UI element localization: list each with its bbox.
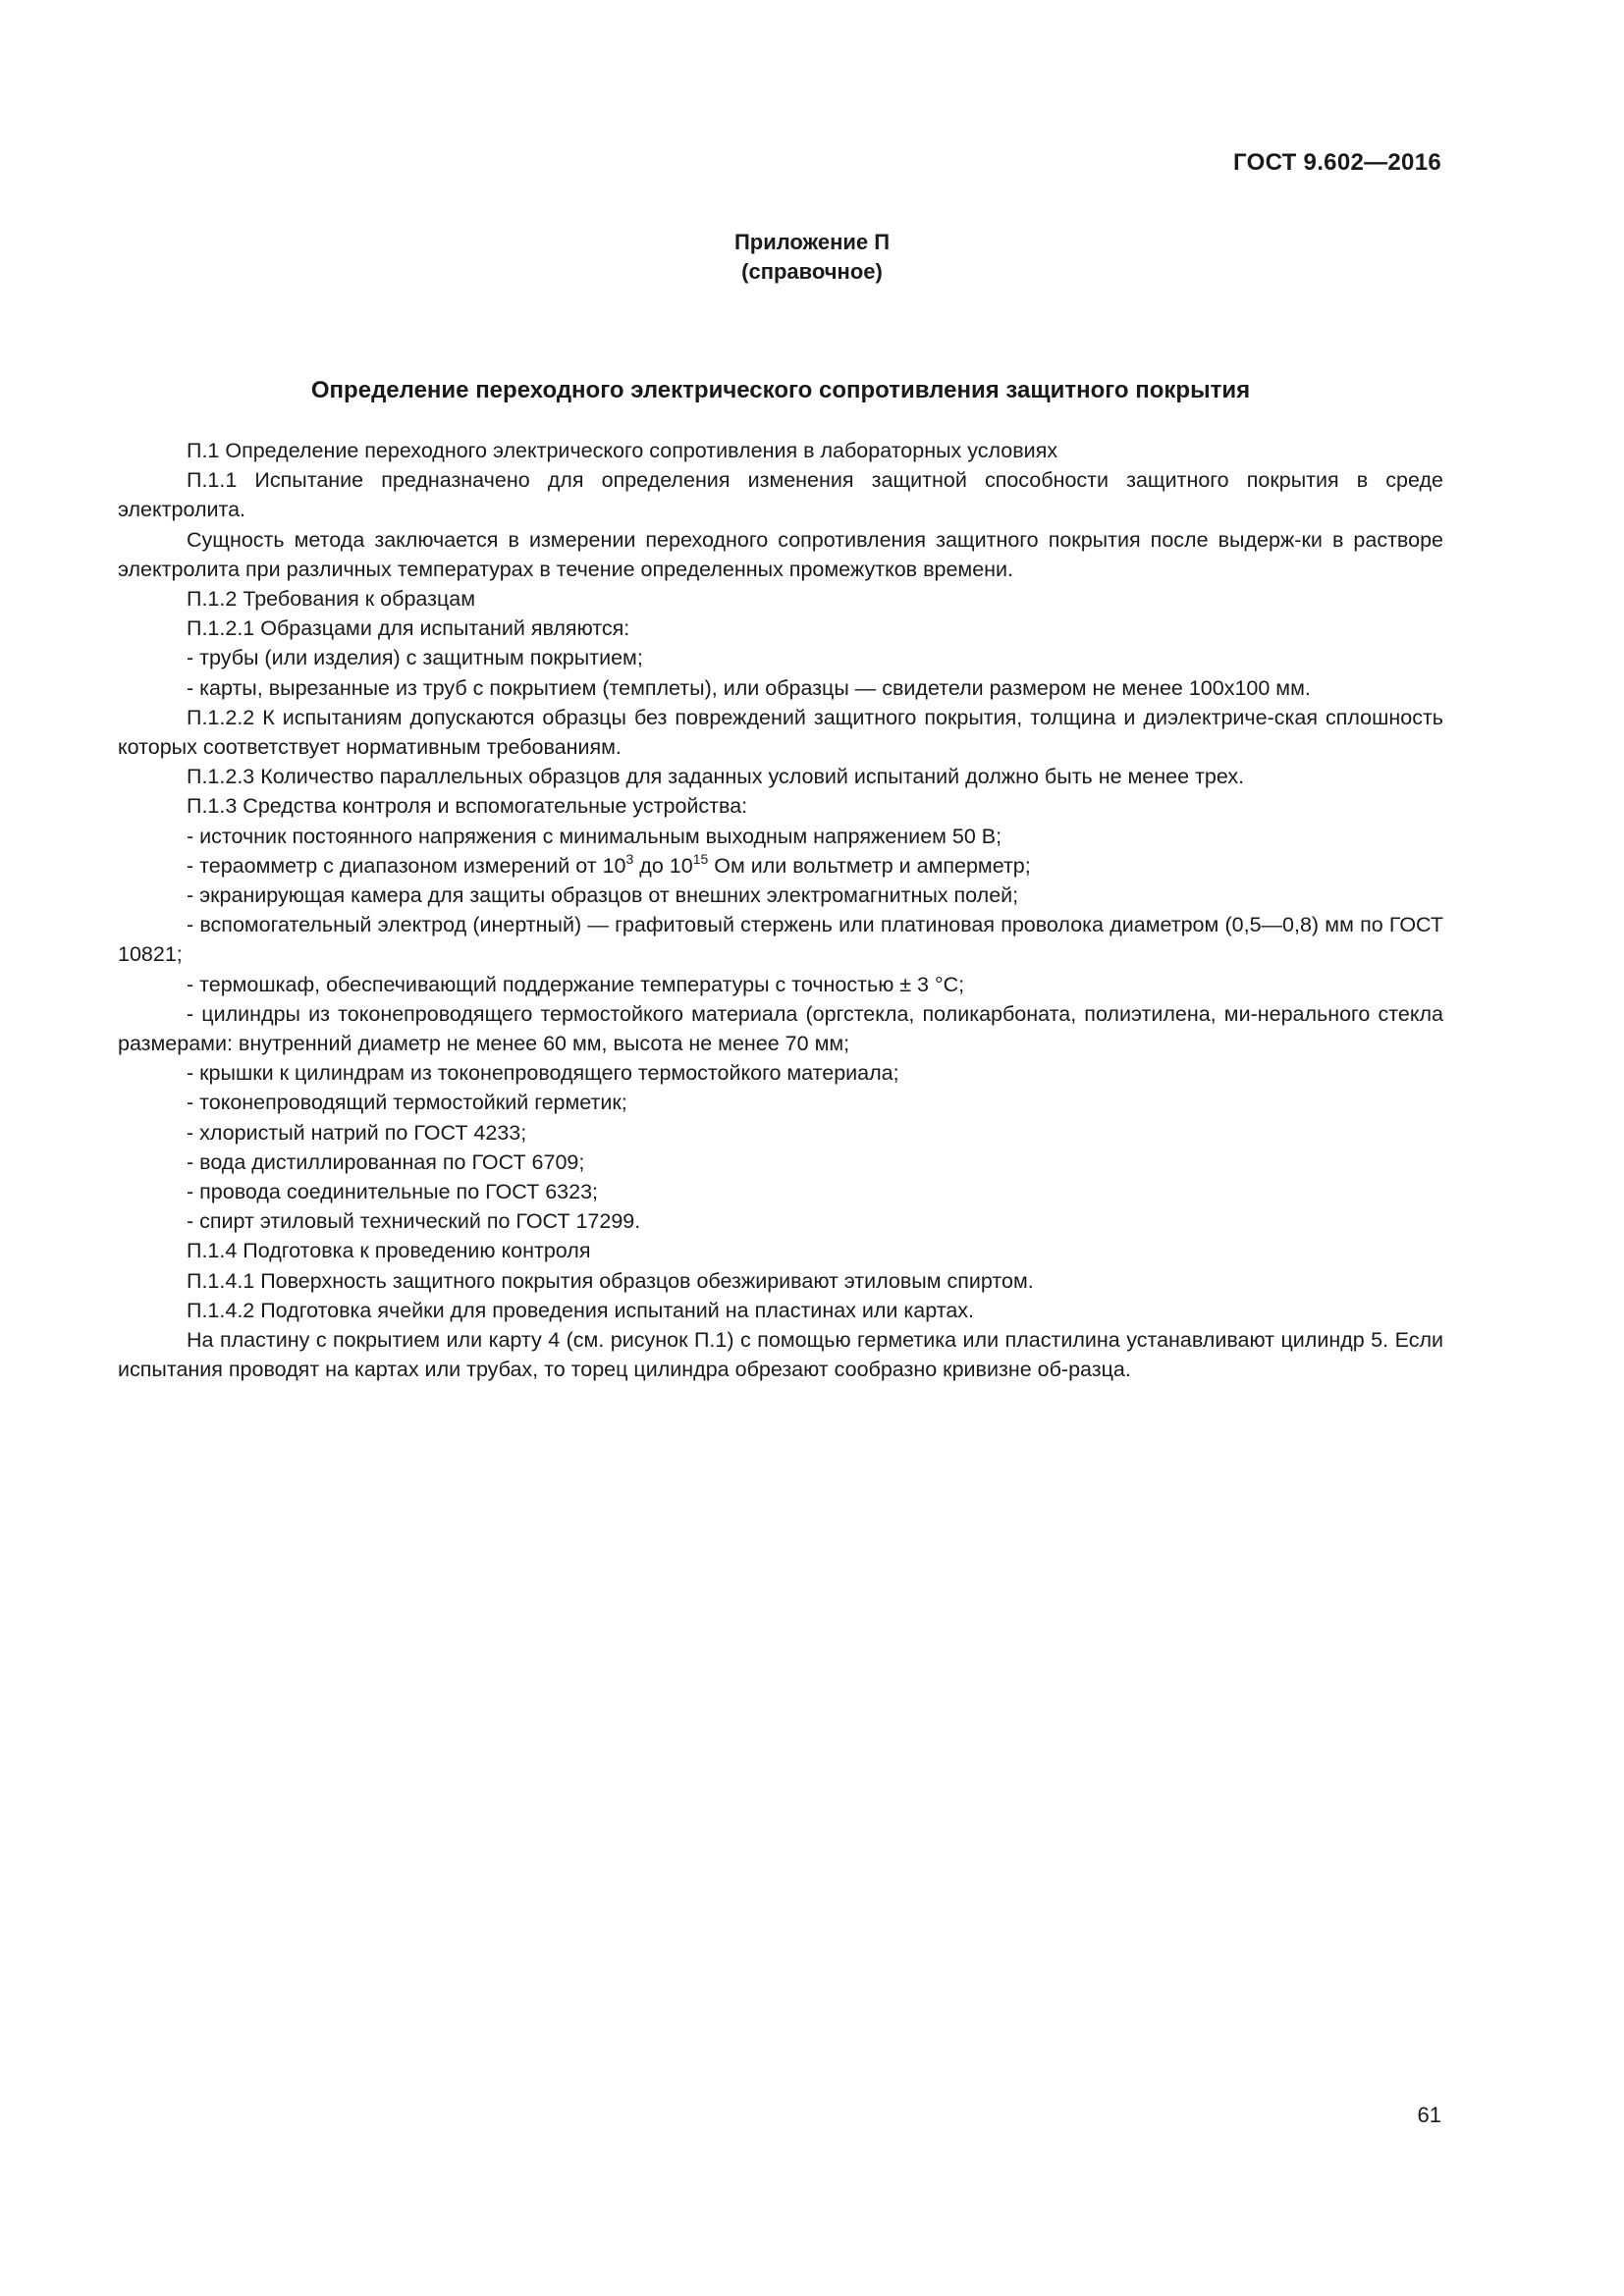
paragraph: П.1 Определение переходного электрического сопротивления в лабораторных условиях [187, 439, 1058, 462]
paragraph: На пластину с покрытием или карту 4 (см. рисунок П.1) с помощью герметика или пластилина устанавливают цилиндр 5. Если испытания проводят на картах или трубах, то торец цилиндра обрезают сообразно кривизне об-разца. [118, 1328, 1443, 1382]
teraohm-text-end: Ом или вольтметр и амперметр; [708, 853, 1031, 878]
teraohm-exponent-high: 15 [692, 850, 709, 867]
paragraph: П.1.2 Требования к образцам [187, 587, 476, 612]
page-number: 61 [1417, 2103, 1441, 2127]
appendix-type: (справочное) [741, 259, 883, 284]
list-item: - вода дистиллированная по ГОСТ 6709; [187, 1149, 585, 1174]
list-item: - экранирующая камера для защиты образцов от внешних электромагнитных полей; [187, 883, 1019, 908]
paragraph: П.1.4.2 Подготовка ячейки для проведения испытаний на пластинах или картах. [187, 1298, 975, 1322]
paragraph: П.1.2.3 Количество параллельных образцов для заданных условий испытаний должно быть не менее трех. [187, 765, 1245, 789]
list-item: - спирт этиловый технический по ГОСТ 17299. [187, 1209, 641, 1234]
document-body [118, 436, 1443, 1385]
list-item: - трубы (или изделия) с защитным покрытием; [187, 646, 643, 670]
list-item: - термошкаф, обеспечивающий поддержание температуры с точностью ± 3 °С; [187, 972, 965, 996]
appendix-heading [0, 228, 1624, 287]
list-item: - крышки к цилиндрам из токонепроводящего термостойкого материала; [187, 1061, 899, 1086]
list-item: - токонепроводящий термостойкий герметик; [187, 1091, 627, 1115]
list-item: - провода соединительные по ГОСТ 6323; [187, 1180, 599, 1204]
paragraph: П.1.2.1 Образцами для испытаний являются: [187, 616, 630, 641]
paragraph: П.1.3 Средства контроля и вспомогательные устройства: [187, 794, 748, 819]
standard-code: ГОСТ 9.602—2016 [1233, 149, 1441, 176]
teraohm-text-start: - тераомметр с диапазоном измерений от 10 [187, 853, 626, 878]
section-title: Определение переходного электрического сопротивления защитного покрытия [310, 377, 1251, 403]
list-item: - хлористый натрий по ГОСТ 4233; [187, 1120, 527, 1145]
appendix-title: Приложение П [733, 230, 891, 254]
paragraph: Сущность метода заключается в измерении переходного сопротивления защитного покрытия после выдерж-ки в растворе электролита при различных температурах в течение определенных промежутков времени. [118, 527, 1443, 581]
list-item: - источник постоянного напряжения с минимальным выходным напряжением 50 В; [187, 824, 1002, 848]
paragraph: П.1.4 Подготовка к проведению контроля [187, 1239, 591, 1263]
paragraph: П.1.1 Испытание предназначено для определения изменения защитной способности защитного покрытия в среде электролита. [118, 468, 1443, 522]
list-item: - цилиндры из токонепроводящего термостойкого материала (оргстекла, поликарбоната, полиэтилена, ми-нерального стекла размерами: внутренний диаметр не менее 60 мм, высота не менее 70 мм; [118, 1001, 1443, 1056]
paragraph: П.1.2.2 К испытаниям допускаются образцы без повреждений защитного покрытия, толщина и диэлектриче-ская сплошность которых соответствует нормативным требованиям. [118, 705, 1443, 760]
list-item: - вспомогательный электрод (инертный) — графитовый стержень или платиновая проволока диаметром (0,5—0,8) мм по ГОСТ 10821; [118, 913, 1443, 967]
paragraph: П.1.4.1 Поверхность защитного покрытия образцов обезжиривают этиловым спиртом. [187, 1268, 1034, 1293]
list-item: - карты, вырезанные из труб с покрытием (темплеты), или образцы — свидетели размером не менее 100x100 мм. [187, 675, 1311, 700]
teraohm-exponent-low: 3 [625, 850, 634, 867]
list-item-teraohmmeter [118, 851, 1443, 881]
teraohm-text-mid: до 10 [633, 853, 693, 878]
